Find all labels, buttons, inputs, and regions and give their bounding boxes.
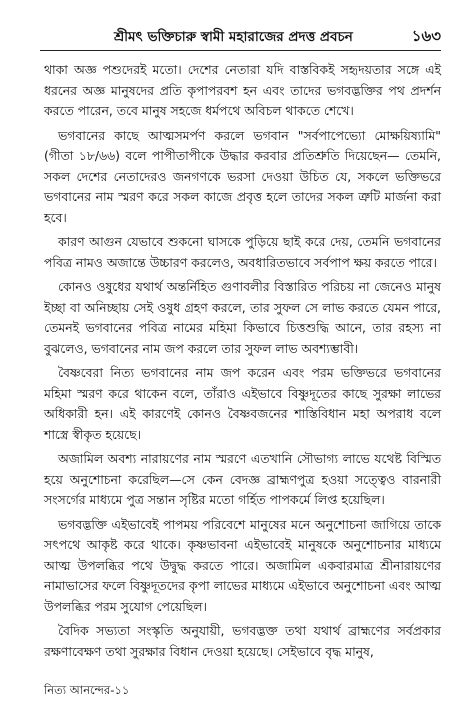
page-footer: নিত্য আনন্দের-১১ <box>44 683 130 697</box>
paragraph: কারণ আগুন যেভাবে শুকনো ঘাসকে পুড়িয়ে ছাই করে দেয়, তেমনি ভগবানের পবিত্র নামও অজান্তে উচ্চারণ করলেও, অবধারিতভাবে সর্বপাপ ক্ষয় করতে পারে। <box>44 234 441 270</box>
paragraph: ভগবানের কাছে আত্মসমর্পণ করলে ভগবান "সর্বপাপেভ্যো মোক্ষয়িষ্যামি" (গীতা ১৮/৬৬) বলে পাপীতাপীকে উদ্ধার করবার প্রতিশ্রুতি দিয়েছেন— তেমনি, সকল দেশের নেতাদেরও জনগণকে ভরসা দেওয়া উচিত যে, সকলে ভক্তিভরে ভগবানের নাম স্মরণ করে সকল কাজে প্রবৃত্ত হলে তাদের সকল ত্রুটি মার্জনা করা হবে। <box>44 127 441 225</box>
running-title: শ্রীমৎ ভক্তিচারু স্বামী মহারাজের প্রদত্ত প্রবচন <box>114 29 353 45</box>
body-text <box>44 60 441 666</box>
page-header <box>40 22 441 48</box>
paragraph: থাকা অজ্ঞ পশুদেরই মতো। দেশের নেতারা যদি বাস্তবিকই সহৃদয়তার সঙ্গে এই ধরনের অজ্ঞ মানুষদের প্রতি কৃপাপরবশ হন এবং তাদের ভগবদ্ভক্তির পথ প্রদর্শন করতে পারেন, তবে মানুষ সহজে ধর্মপথে অবিচল থাকতে শেখে। <box>44 62 441 118</box>
paragraph: বৈষ্ণবেরা নিত্য ভগবানের নাম জপ করেন এবং পরম ভক্তিভরে ভগবানের মহিমা স্মরণ করে থাকেন বলে, তাঁরাও এইভাবে বিষ্ণুদূতের কাছে সুরক্ষা লাভের অধিকারী হন। এই কারণেই কোনও বৈষ্ণবজনের শাস্তিবিধান মহা অপরাধ বলে শাস্ত্রে স্বীকৃত হয়েছে। <box>44 365 441 442</box>
paragraph: ভগবদ্ভক্তি এইভাবেই পাপময় পরিবেশে মানুষের মনে অনুশোচনা জাগিয়ে তাকে সৎপথে আকৃষ্ট করে থাকে। কৃষ্ণভাবনা এইভাবেই মানুষকে অনুশোচনার মাধ্যমে আত্ম উপলব্ধির পথে উদ্বুদ্ধ করতে পারে। অজামিল একবারমাত্র শ্রীনারায়ণের নামাভাসের ফলে বিষ্ণুদূতদের কৃপা লাভের মাধ্যমে এইভাবে অনুশোচনা এবং আত্ম উপলব্ধির পরম সুযোগ পেয়েছিল। <box>44 516 441 614</box>
paragraph: অজামিল অবশ্য নারায়ণের নাম স্মরণে এতখানি সৌভাগ্য লাভে যথেষ্ট বিস্মিত হয়ে অনুশোচনা করেছিল—সে কেন বেদজ্ঞ ব্রাহ্মণপুত্র হওয়া সত্ত্বেও বারনারী সংসর্গের মাধ্যমে পুত্র সন্তান সৃষ্টির মতো গর্হিত পাপকর্মে লিপ্ত হয়েছিল। <box>44 451 441 507</box>
page-number: ১৬৩ <box>411 27 441 45</box>
paragraph: কোনও ওষুধের যথার্থ অন্তর্নিহিত গুণাবলীর বিস্তারিত পরিচয় না জেনেও মানুষ ইচ্ছা বা অনিচ্ছায় সেই ওষুধ গ্রহণ করলে, তার সুফল সে লাভ করতে যেমন পারে, তেমনই ভগবানের পবিত্র নামের মহিমা কিভাবে চিত্তশুদ্ধি আনে, তার রহস্য না বুঝলেও, ভগবানের নাম জপ করলে তার সুফল লাভ অবশ্যম্ভাবী। <box>44 279 441 356</box>
header-divider <box>40 50 441 51</box>
paragraph: বৈদিক সভ্যতা সংস্কৃতি অনুযায়ী, ভগবদ্ভক্ত তথা যথার্থ ব্রাহ্মণের সর্বপ্রকার রক্ষণাবেক্ষণ তথা সুরক্ষার বিধান দেওয়া হয়েছে। সেইভাবে বৃদ্ধ মানুষ, <box>44 623 441 659</box>
